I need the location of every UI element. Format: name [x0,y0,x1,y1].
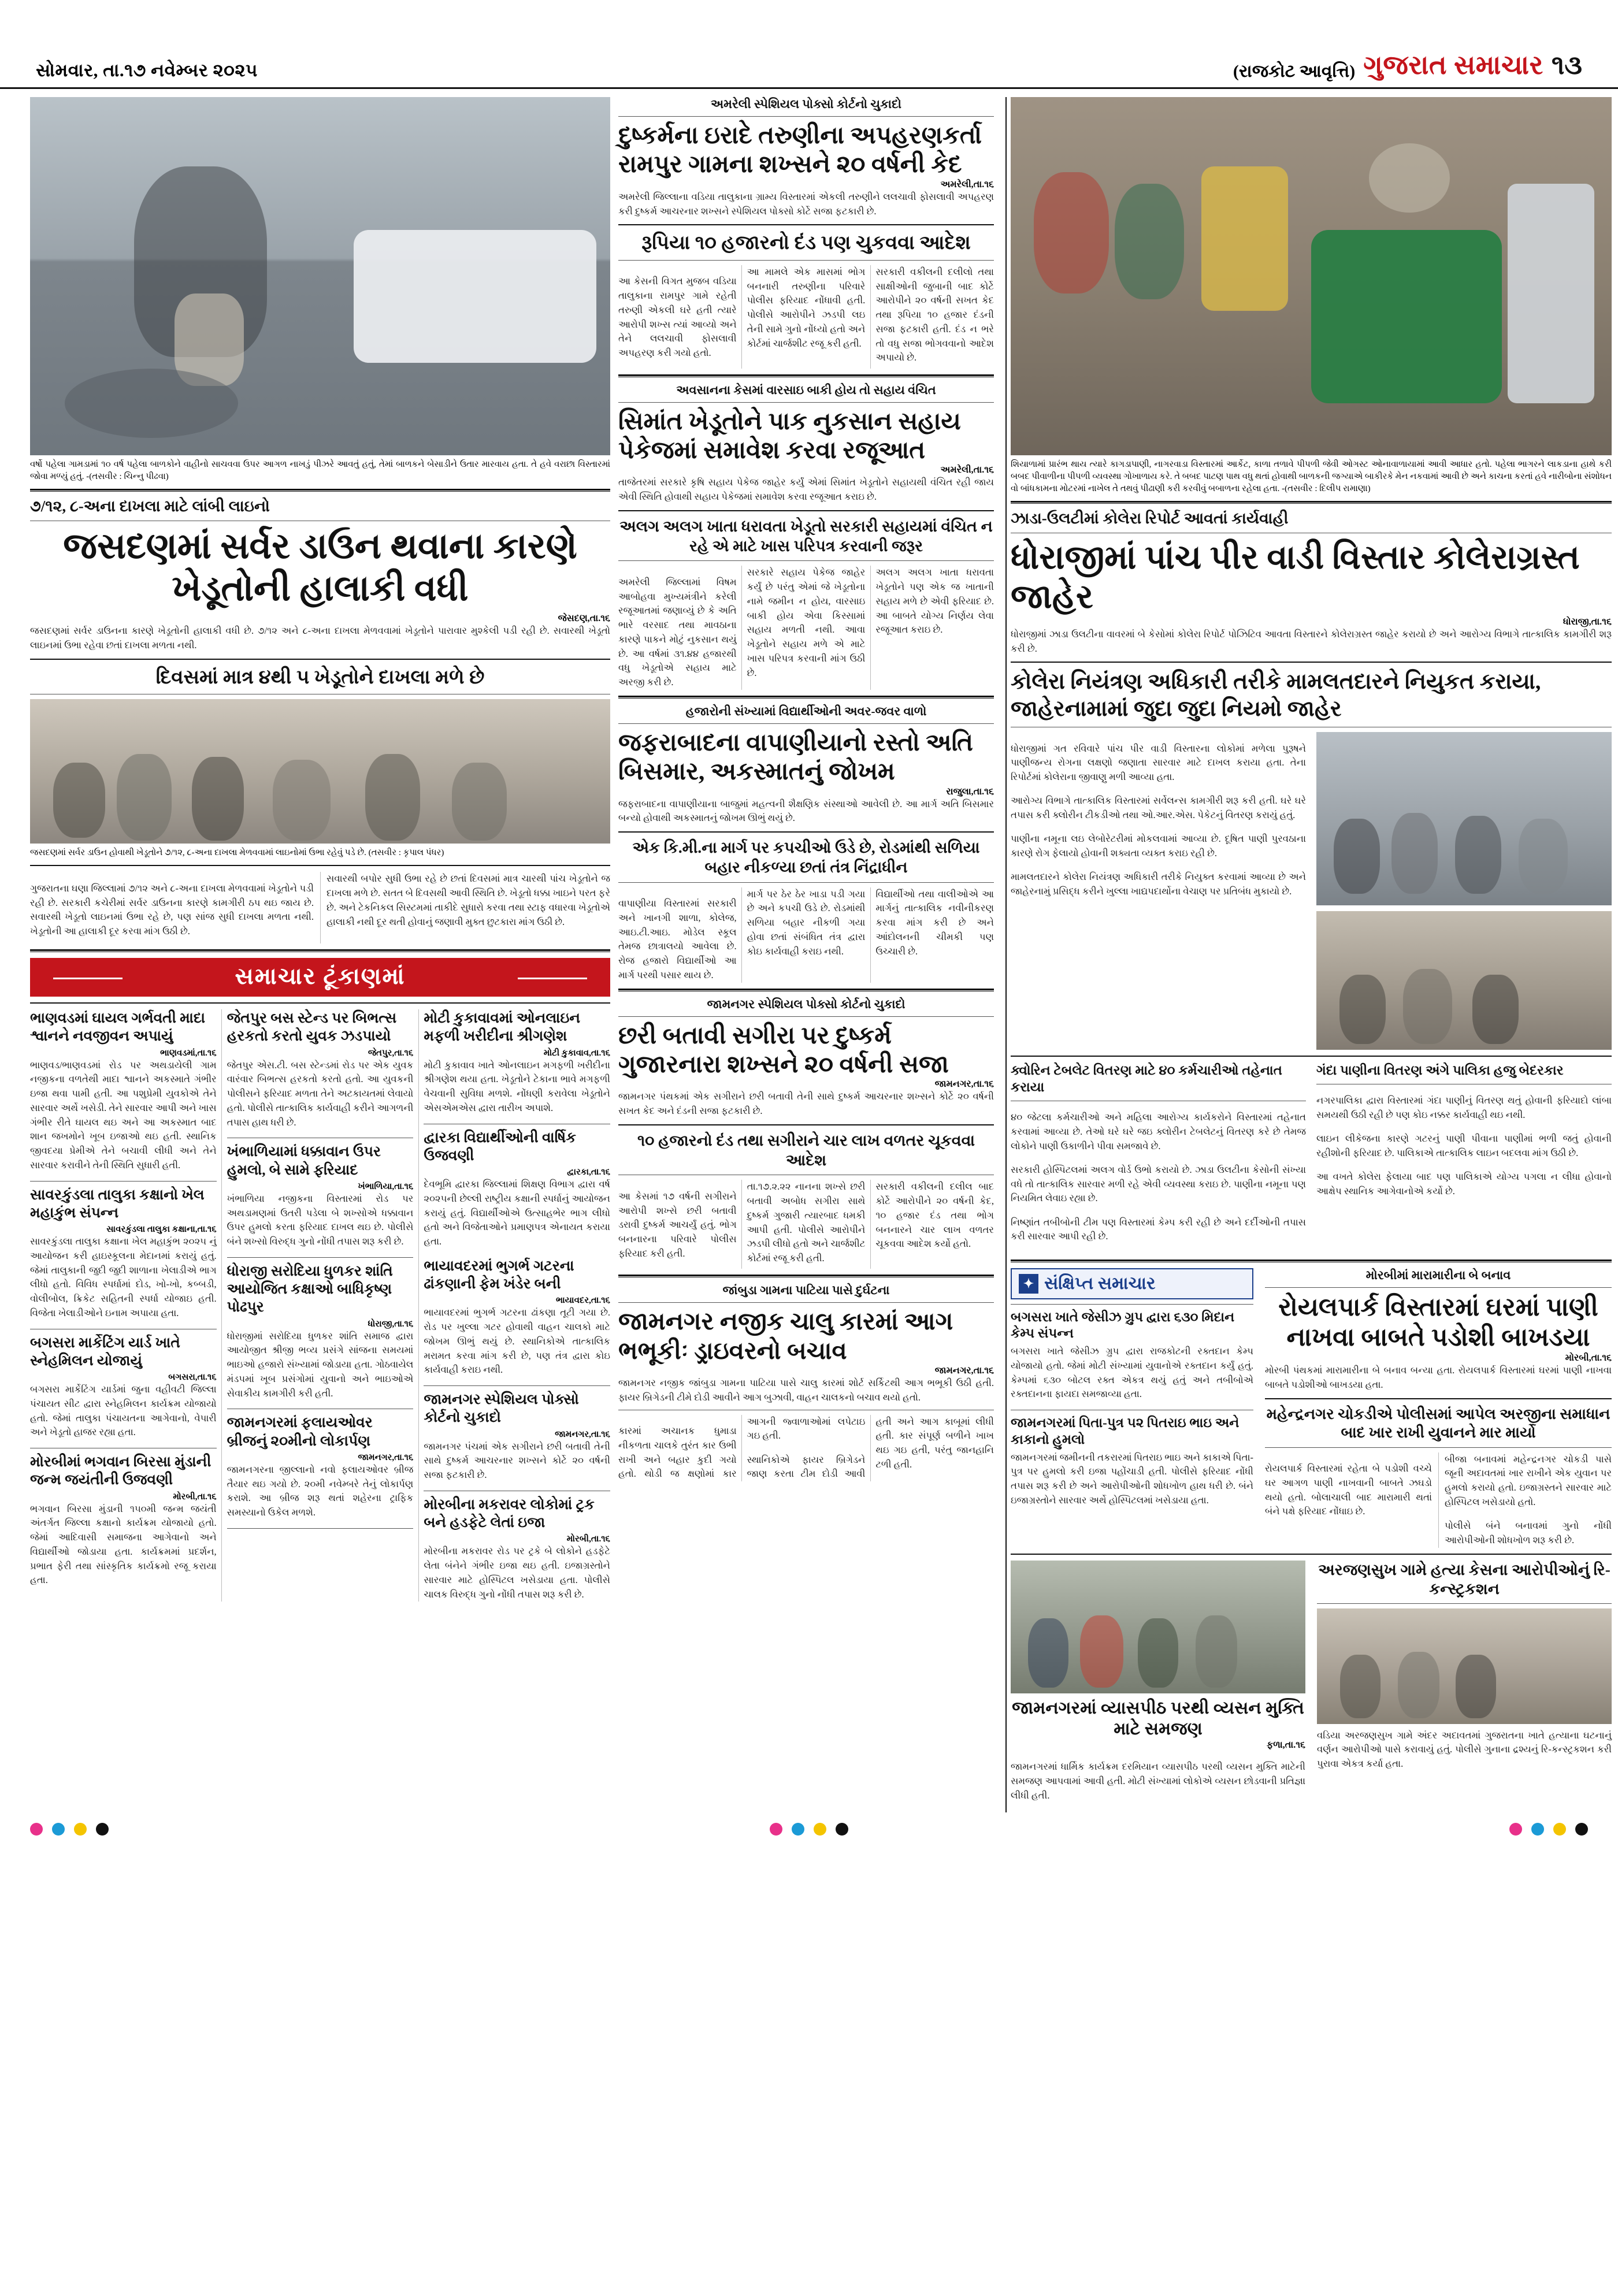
page-grid [0,89,1618,1812]
story2-subhead: અલગ અલગ ખાતા ધરાવતા ખેડૂતો સરકારી સહાયમાં વંચિત ન રહે એ માટે ખાસ પરિપત્ર કરવાની જરૂર [619,517,993,555]
morbi-byline: મોરબી,તા.૧૬ [1565,1353,1612,1364]
brief-place: દ્વારકા,તા.૧૬ [567,1168,610,1177]
column-right [1011,97,1612,1812]
photo-police-group [1011,1561,1305,1693]
brief-place: મોરબી,તા.૧૬ [566,1535,610,1544]
morbi-para-2: પોલીસે બંને બનાવમાં ગુનો નોંધી આરોપીઓની શોધખોળ શરૂ કરી છે. [1445,1520,1612,1545]
recon-headline: અરજણસુખ ગામે હત્યા કેસના આરોપીઓનું રિ-કન્સ્ટ્રકશન [1318,1561,1610,1597]
masthead-page-number: ૧૩ [1551,50,1582,80]
dot-cyan [792,1823,804,1836]
brief-head: સાવરકુંડલા તાલુકા કક્ષાનો ખેલ મહાકુંભ સંપન્ન [30,1187,205,1221]
lead-photo-caption: વર્ષો પહેલા ગામડામાં ૧૦ વર્ષ પહેલા બાળકોને વાહીનો સાચવવા ઉપર આગળ નાખડું પીઝરે આવતું હતું, તેમાં બાળકને બેસાડીને ઉતાર મારવાય હતા. તે હવે વરાછા વિસ્તારમાં જોવા મળ્યું હતું. -(તસવીર : ચિન્નુ પીઢવા) [30,460,610,481]
brief-item [227,1143,414,1249]
masthead [0,0,1618,89]
story2-para-0: અમરેલી જિલ્લામાં વિષમ આબોહવા મુખ્યમંત્રીને કરેલી રજૂઆતમાં જણાવ્યું છે કે અતિ ભારે વરસાદ તથા માવઠાના કારણે પાકને મોટું નુકસાન થયું છે. આ વર્ષમાં ૩૧.૪૪ હજારથી વધુ ખેડૂતોએ સહાય માટે અરજી કરી છે. [618,576,737,688]
col1-subhead: દિવસમાં માત્ર ૪થી ૫ ખેડૂતોને દાખલા મળે છે [155,666,485,688]
story-vapaniya-road [618,704,994,983]
brief-head: ભાણવડમાં ઘાયલ ગર્ભવતી માદા શ્વાનને નવજીવન અપાયું [30,1010,206,1045]
brief-item [424,1391,610,1483]
story4-para-2: સરકારી વકીલની દલીલ બાદ કોર્ટે આરોપીને ૨૦ વર્ષની કેદ, ૧૦ હજાર દંડ તથા ભોગ બનનારને ચાર લાખ વળતર ચૂકવવા આદેશ કર્યો હતો. [875,1181,994,1250]
story3-para-0: વાપાણીયા વિસ્તારમાં સરકારી અને ખાનગી શાળા, કોલેજ, આઇ.ટી.આઇ. મોડેલ સ્કૂલ તેમજ છાત્રાલયો આવેલા છે. રોજ હજારો વિદ્યાર્થીઓ આ માર્ગ પરથી પસાર થાય છે. [618,898,737,980]
brief-body: મોરબીના મકરાવર રોડ પર ટ્રકે બે લોકોને હડફેટે લેતા બંનેને ગંભીર ઇજા થઇ હતી. ઇજાગ્રસ્તોને સારવાર માટે હોસ્પિટલ ખસેડાયા હતા. પોલીસે ચાલક વિરુદ્ધ ગુનો નોંધી તપાસ શરૂ કરી છે. [424,1545,610,1600]
morbi-para-0: રોયલપાર્ક વિસ્તારમાં રહેતા બે પડોશી વચ્ચે ઘર આગળ પાણી નાખવાની બાબતે ઝઘડો થયો હતો. બોલાચાલી બાદ મારામારી થતાં બંને પક્ષે ફરિયાદ નોંધાઇ છે. [1265,1463,1432,1517]
story-farmer-relief [618,383,994,690]
dot-magenta [1509,1823,1522,1836]
story3-para-2: વિદ્યાર્થીઓ તથા વાલીઓએ આ માર્ગનું તાત્કાલિક નવીનીકરણ કરવા માંગ કરી છે અને આંદોલનની ચીમકી પણ ઉચ્ચારી છે. [875,888,994,957]
brief-body: ધોરાજીમાં સરોદિયા ધુળકર શાંતિ સમાજ દ્વારા આયોજીત શ્રીજી ભવ્ય પ્રસંગે સાંજના સમયમાં ભાઇઓ હજારો સંખ્યામાં જોડાયા હતા. ગોઠવાયેલ મંડપમાં ખૂબ પ્રસંગોમાં યુવાનો અને ભાઇઓએ સેવાકીય કામગીરી કરી હતી. [227,1330,414,1399]
dot-magenta [770,1823,782,1836]
story2-headline: સિમાંત ખેડૂતોને પાક નુકસાન સહાય પેકેજમાં સમાવેશ કરવા રજૂઆત [618,408,961,464]
sanxipt-head: બગસરા ખાતે જેસીઝ ગ્રુપ દ્વારા ૬૩૦ મિદાન કેમ્પ સંપન્ન [1011,1309,1235,1341]
morbi-headline: રોયલપાર્ક વિસ્તારમાં ઘરમાં પાણી નાખવા બાબતે પડોશી બાખડયા [1278,1292,1598,1352]
cholera-text-block [1011,732,1306,1050]
story5-lead: જામનગર નજીક જાંબુડા ગામના પાટિયા પાસે ચાલુ કારમાં શોર્ટ સર્કિટથી આગ ભભૂકી ઉઠી હતી. ફાયર બ્રિગેડની ટીમે દોડી આવીને આગ બુઝાવી, વાહન ચાલકનો બચાવ થયો હતો. [618,1377,994,1403]
footer-dots-right [1509,1812,1588,1841]
story1-subhead: રૂપિયા ૧૦ હજારનો દંડ પણ ચુકવવા આદેશ [641,232,971,254]
story4-lead: જામનગર પંથકમાં એક સગીરાને છરી બતાવી તેની સાથે દુષ્કર્મ આચરનાર શખ્સને કોર્ટે ૨૦ વર્ષની સખત કેદ અને દંડની સજા ફટકારી છે. [618,1091,994,1117]
brief-item [424,1009,610,1116]
dot-black [1575,1823,1588,1836]
brief-item [30,1009,217,1173]
brief-item [30,1453,217,1588]
brief-item [424,1496,610,1602]
story2-para-2: અલગ અલગ ખાતા ધરાવતા ખેડૂતોને પણ એક જ ખાતાની સહાય મળે છે એવી ફરિયાદ છે. આ બાબતે યોગ્ય નિર્ણય લેવા રજૂઆત કરાઇ છે. [875,567,994,636]
news-badge-icon: ✦ [1019,1274,1038,1294]
chlorine-para-2: નિષ્ણાંત તબીબોની ટીમ પણ વિસ્તારમાં કેમ્પ કરી રહી છે અને દર્દીઓની તપાસ કરી સારવાર આપી રહી છે. [1011,1216,1306,1242]
column-divider [1005,97,1007,1812]
morbi-lead: મોરબી પંથકમાં મારામારીના બે બનાવ બન્યા હતા. રોયલપાર્ક વિસ્તારમાં ઘરમાં પાણી નાખવા બાબતે પડોશીઓ બાખડયા હતા. [1265,1365,1612,1390]
brief-place: જેતપુર,તા.૧૬ [368,1048,414,1058]
sanxipt-item [1011,1309,1253,1402]
column-left [30,97,610,1812]
footer-registration-marks [0,1812,1618,1841]
brief-place: ધોરાજી,તા.૧૬ [368,1319,414,1329]
brief-place: જામનગર,તા.૧૬ [358,1452,414,1462]
brief-head: જેતપુર બસ સ્ટેન્ડ પર બિભત્સ હરકતો કરતો યુવક ઝડપાયો [227,1010,397,1045]
brief-head: ભાયાવદરમાં ભુગર્ભ ગટરના ઢાંકણાની ફેમ ખંડેર બની [424,1258,574,1292]
cholera-byline: ધોરાજી,તા.૧૬ [1563,616,1612,627]
sanxipt-item [1011,1415,1253,1508]
story5-columns [618,1415,994,1482]
dirty-water-para-0: નગરપાલિકા દ્વારા વિસ્તારમાં ગંદા પાણીનું વિતરણ થતું હોવાની ફરિયાદો લાંબા સમયથી ઉઠી રહી છે પણ કોઇ નક્કર કાર્યવાહી થઇ નથી. [1316,1095,1612,1121]
col1-kicker: ૭/૧૨, ૮-અના દાખલા માટે લાંબી લાઇનો [30,497,270,515]
cholera-headline: ધોરાજીમાં પાંચ પીર વાડી વિસ્તાર કોલેરાગ્રસ્ત જાહેર [1011,538,1580,616]
brief-body: ખંભાળિયા નજીકના વિસ્તારમાં રોડ પર અથડામણમાં ઉતરી પડેલા બે શખ્સોએ ધક્કાવાન ઉપર હુમલો કરતા ફરિયાદ દાખલ થઇ છે. પોલીસે બંને શખ્સો વિરુદ્ધ ગુનો નોંધી તપાસ શરૂ કરી છે. [227,1192,414,1247]
brief-head: જામનગરમાં ફલાયઓવર બ્રીજનું ૨૦મીનો લોકાર્પણ [227,1415,373,1449]
story1-kicker: અમરેલી સ્પેશિયલ પોક્સો કોર્ટનો ચુકાદો [710,97,902,111]
story-morbi-fight [1265,1268,1612,1548]
morbi-kicker: મોરબીમાં મારામારીના બે બનાવ [1365,1268,1511,1282]
brief-place: મોરબી,તા.૧૬ [173,1492,217,1502]
story2-kicker: અવસાનના કેસમાં વારસાઇ બાકી હોય તો સહાય વંચિત [676,382,936,397]
brief-head: દ્વારકા વિદ્યાર્થીઓની વાર્ષિક ઉજવણી [424,1130,576,1164]
lead-photo-cyclist [30,97,610,455]
story-jamnagar-pocso [618,997,994,1269]
morbi-columns [1265,1452,1612,1548]
story2-lead: તાજેતરમાં સરકારે કૃષિ સહાય પેકેજ જાહેર કર્યું એમાં સિમાંત ખેડૂતોને સહાયથી વંચિત રહી જાય એવી સ્થિતિ હોવાથી સહાય પેકેજમાં સમાવેશ કરવા રજૂઆત કરાઇ છે. [618,477,994,503]
story4-para-1: તા.૧૭.૨.૨૨ નાનના શખ્સે છરી બતાવી અબોધ સગીરા સાથે દુષ્કર્મ ગુજારી ત્યારબાદ ધમકી આપી હતી. પોલીસે આરોપીને ઝડપી લીધો હતો અને ચાર્જશીટ કોર્ટમાં રજૂ કરી હતી. [747,1181,866,1264]
brief-place: બગસરા,તા.૧૬ [168,1373,217,1383]
story5-para-0: કારમાં અચાનક ધુમાડા નીકળતા ચાલકે તુરંત કાર ઉભી રાખી અને બહાર કુદી ગયો હતો. થોડી જ ક્ષણોમાં કાર આગની જ્વાળાઓમાં લપેટાઇ ગઇ હતી. [618,1416,866,1480]
story4-byline: જામનગર,તા.૧૬ [934,1079,994,1090]
story-car-fire [618,1283,994,1481]
briefs-columns [30,1009,610,1602]
story5-para-1: સ્થાનિકોએ ફાયર બ્રિગેડને જાણ કરતા ટીમ દોડી આવી હતી અને આગ કાબૂમાં લીધી હતી. કાર સંપૂર્ણ બળીને ખાખ થઇ ગઇ હતી, પરંતુ જાનહાનિ ટળી હતી. [747,1416,994,1480]
cholera-para-1: આરોગ્ય વિભાગે તાત્કાલિક વિસ્તારમાં સર્વેલન્સ કામગીરી શરૂ કરી હતી. ઘરે ઘરે તપાસ કરી ક્લોરીન ટીકડીઓ તથા ઓ.આર.એસ. પેકેટનું વિતરણ કરાયું હતું. [1011,795,1306,821]
vyasan-headline: જામનગરમાં વ્યાસપીઠ પરથી વ્યસન મુક્તિ માટે સમજણ [1012,1698,1304,1739]
story4-subhead: ૧૦ હજારનો દંડ તથા સગીરાને ચાર લાખ વળતર ચૂકવવા આદેશ [637,1131,975,1169]
story1-para-2: સરકારી વકીલની દલીલો તથા સાક્ષીઓની જુબાની બાદ કોર્ટે આરોપીને ૨૦ વર્ષની સખત કેદ તથા રૂપિયા ૧૦ હજાર દંડની સજા ફટકારી હતી. દંડ ન ભરે તો વધુ સજા ભોગવવાનો આદેશ અપાયો છે. [875,266,994,363]
story3-subhead: એક કિ.મી.ના માર્ગ પર કપચીઓ ઉડે છે, રોડમાંથી સળિયા બહાર નીકળ્યા છતાં તંત્ર નિંદ્રાધીન [632,839,980,876]
col1-headline: જસદણમાં સર્વર ડાઉન થવાના કારણે ખેડૂતોની હાલાકી વધી [63,527,577,609]
col1-para-1: સવારથી બપોર સુધી ઉભા રહે છે છતાં દિવસમાં માત્ર ચારથી પાંચ ખેડૂતોને જ દાખલા મળે છે. સતત બે દિવસથી આવી સ્થિતિ છે. ખેડૂતો ધક્કા ખાઇને પરત ફરે છે. અને ટેકનિકલ સિસ્ટમમાં તાકીદે સુધારો કરવા તથા સ્ટાફ વધારવા ખેડૂતોએ હાલાકી નથી દૂર થતી હોવાનું જણાવી મુક્ત છુટકારા માંગ ઉઠી છે. [326,873,610,927]
story4-para-0: આ કેસમાં ૧૭ વર્ષની સગીરાને આરોપી શખ્સે છરી બતાવી ડરાવી દુષ્કર્મ આચર્યું હતું. ભોગ બનનારના પરિવારે પોલીસ ફરિયાદ કરી હતી. [618,1190,737,1259]
story3-kicker: હજારોની સંખ્યામાં વિદ્યાર્થીઓની અવર-જવર વાળો [685,704,927,718]
sanxipt-body: જામનગરમાં જમીનની તકરારમાં પિતરાઇ ભાઇ અને કાકાએ પિતા-પુત્ર પર હુમલો કરી ઇજા પહોંચાડી હતી. પોલીસે ફરિયાદ નોંધી તપાસ શરૂ કરી છે અને આરોપીઓની શોધખોળ હાથ ધરી છે. બંને ઇજાગ્રસ્તોને સારવાર અર્થે હોસ્પિટલમાં ખસેડાયા હતા. [1011,1451,1253,1506]
brief-item [227,1414,414,1520]
col1-lead-text: જસદણમાં સર્વર ડાઉનના કારણે ખેડૂતોની હાલાકી વધી છે. ૭/૧૨ અને ૮-અના દાખલા મેળવવામાં ખેડૂતોને પારાવાર મુશ્કેલી પડી રહી છે. સવારથી ખેડૂતો લાઇનમાં ઉભા રહેવા છતાં દાખલા મળતા નથી. [30,625,610,651]
brief-place: મોટી કુકાવાવ,તા.૧૬ [543,1048,610,1058]
brief-head: ખંભાળિયામાં ધક્કાવાન ઉપર હુમલો, બે સામે ફરિયાદ [227,1144,381,1178]
story4-headline: છરી બતાવી સગીરા પર દુષ્કર્મ ગુજારનારા શખ્સને ૨૦ વર્ષની સજા [618,1022,949,1078]
brief-head: ધોરાજી સરોદિયા ધુળકર શાંતિ આયોજિત કક્ષાઓ બાધિકૃષ્ણ પોઢપુર [227,1263,393,1316]
cholera-photo-block [1316,732,1612,1050]
brief-place: સાવરકુંડલા તાલુકા કક્ષાના,તા.૧૬ [106,1225,217,1235]
photo-queue-caption: જસદણમાં સર્વર ડાઉન હોવાથી ખેડૂતોને ૭/૧૨, ૮-અના દાખલા મેળવવામાં લાઇનોમાં ઉભા રહેવું પડે છે. (તસવીર : કૃપાલ પંધર) [30,848,444,858]
photo-water-caption: શિયાળામાં પ્રારંભ થાય ત્યારે કાગડાપાણી, નાગરવાડા વિસ્તારમાં આર્કેટ, કાળા તળાવે પીપળી જેવી ઓગસ્ટ ઓનાવાળાયામાં આવી આધાર હતો. પહેલા ભાગરને લાકડાના હાથે કરી બબદ પીવાળીના પીપળી વ્યવસ્થા ગોખાળાય કરે. તે બબદ પાટણ પાથ વધુ થતાં હોવાથી બાળકની જગ્યાએ બાકીરકે મેન નકવામાં આવી છે અને કાચના કરતાં હવે નારીબોના સંશોધન વો બાંધકામના મોટરમાં નાખેલ તે તથવું પીઢાણી કરી કરવીવું બબાળના રહેલા હતા. -(તસવીર : દિલીપ રામાણા) [1011,460,1612,493]
photo-street-crowd [1316,732,1612,905]
brief-body: સાવરકુંડલા તાલુકા કક્ષાના ખેલ મહાકુંભ ૨૦૨૫ નું આયોજન કરી હાઇસ્કૂલના મેદાનમાં કરાયું હતું. જેમાં તાલુકાની જુદી જુદી શાળાના ખેલાડીએ ભાગ લીધો હતો. વિવિધ સ્પર્ધામાં દોડ, ખો-ખો, કબ્બડી, વોલીબોલ, ક્રિકેટ સહિતની સ્પર્ધા યોજાઇ હતી. વિજેતા ખેલાડીઓને ઇનામ અપાયા હતા. [30,1236,217,1318]
cholera-subhead: કોલેરા નિયંત્રણ અધિકારી તરીકે મામલતદારને નિયુકત કરાયા, જાહેરનામામાં જુદા જુદા નિયમો જાહેર [1011,670,1541,721]
column-middle [618,97,994,1812]
chlorine-kicker: ક્વોરિન ટેબલેટ વિતરણ માટે ૪૦ કર્મચારીઓ તહેનાત કરાયા [1011,1063,1282,1094]
brief-item [424,1129,610,1249]
brief-head: બગસરા માર્કેટિંગ યાર્ડ ખાતે સ્નેહમિલન યોજાયું [30,1335,180,1369]
masthead-date: સોમવાર, તા.૧૭ નવેમ્બર ૨૦૨૫ [36,60,258,80]
story5-byline: જામનગર,તા.૧૬ [934,1366,994,1376]
story1-para-1: આ મામલે એક માસમાં ભોગ બનનારી તરુણીના પરિવારે પોલીસ ફરિયાદ નોંધાવી હતી. પોલીસે આરોપીને ઝડપી લઇ તેની સામે ગુનો નોંધ્યો હતો અને કોર્ટમાં ચાર્જશીટ રજૂ કરી હતી. [747,266,866,349]
brief-item [424,1257,610,1377]
brief-place: ભાયાવદર,તા.૧૬ [555,1296,610,1306]
cholera-kicker: ઝાડા-ઉલટીમાં કોલેરા રિપોર્ટ આવતાં કાર્યવાહી [1011,510,1289,527]
brief-body: જામનગર પંચમાં એક સગીરાને છરી બતાવી તેની સાથે દુષ્કર્મ આચરનાર શખ્સને કોર્ટે ૨૦ વર્ષની સજા ફટકારી છે. [424,1440,610,1481]
masthead-paper-name: ગુજરાત સમાચાર [1363,50,1543,80]
vyasan-byline: ફળા,તા.૧૬ [1266,1740,1305,1750]
brief-body: ભાયાવદરમાં ભુગર્ભ ગટરના ઢાંકણા તૂટી ગયા છે. રોડ પર ખુલ્લા ગટર હોવાથી વાહન ચાલકો માટે જોખમ ઊભું થયું છે. સ્થાનિકોએ તાત્કાલિક મરામત કરવા માંગ કરી છે, પણ તંત્ર દ્વારા કોઇ કાર્યવાહી કરાઇ નથી. [424,1307,610,1376]
dirty-water-block [1316,1062,1612,1254]
photo-queue-at-office [30,699,610,844]
dirty-water-kicker: ગંદા પાણીના વિતરણ અંગે પાલિકા હજુ બેદરકાર [1316,1063,1564,1078]
col1-para-0: ગુજરાતના ઘણા જિલ્લામાં ૭/૧૨ અને ૮-અના દાખલા મેળવવામાં ખેડૂતોને પડી રહી છે. સરકારી કચેરીમાં સર્વર ડાઉનના કારણે કામગીરી ઠપ થઇ જાય છે. સવારથી ખેડૂતો લાઇનમાં ઉભા રહે છે, પણ સાંજ સુધી દાખલા મળતા નથી. ખેડૂતોની આ હાલાકી દૂર કરવા માંગ ઉઠી છે. [30,882,314,937]
sanxipt-body: બગસરા ખાતે જેસીઝ ગ્રુપ દ્વારા રાજકોટની રક્તદાન કેમ્પ યોજાયો હતો. જેમાં મોટી સંખ્યામાં યુવાનોએ રક્તદાન કર્યું હતું. કેમ્પમાં ૬૩૦ બોટલ રક્ત એકત્ર થયું હતું અને તબીબોએ રક્તદાનના ફાયદા સમજાવ્યા હતા. [1011,1346,1253,1400]
story1-para-0: આ કેસની વિગત મુજબ વડિયા તાલુકાના રામપુર ગામે રહેતી તરુણી એકલી ઘરે હતી ત્યારે આરોપી શખ્સ ત્યાં આવ્યો અને તેને લલચાવી ફોસલાવી અપહરણ કરી ગયો હતો. [618,276,737,358]
chlorine-para-1: સરકારી હોસ્પિટલમાં અલગ વોર્ડ ઉભો કરાયો છે. ઝાડા ઉલટીના કેસોની સંખ્યા વધે તો તાત્કાલિક સારવાર મળી રહે એવી વ્યવસ્થા કરાઇ છે. પાણીના નમૂના પણ નિયમિત લેવાઇ રહ્યા છે. [1011,1164,1306,1204]
story-dhoraji-cholera [1011,510,1612,1050]
dirty-water-para-1: લાઇન લીકેજના કારણે ગટરનું પાણી પીવાના પાણીમાં ભળી જતું હોવાની રહીશોની ફરિયાદ છે. પાલિકાએ તાત્કાલિક લાઇન બદલવા માંગ ઉઠી છે. [1316,1133,1612,1159]
brief-body: ભાણવડ/ભાણવડમાં રોડ પર અથડાયેલી ગામ નજીકના વળતેથી માદા શ્વાનને અકસ્માતે ગંભીર ઇજા થવા પામી હતી. આ પશુપ્રેમી યુવકોએ તેને સારવાર અર્થે ખસેડી. તેને સારવાર આપી અને ખાસ ગંભીર રીતે ઘાયલ થઇ અને આ અકસ્માત બાદ શાન જખમોને ખૂબ ઇજાઓ થઇ હતી. સ્થાનિક જીવદયા પ્રેમીએ તેને બચાવી લીધી અને તેને સારવાર કરાવીને તેની સ્થિતિ સુધારી હતી. [30,1059,217,1171]
dot-magenta [30,1823,43,1836]
brief-item [30,1334,217,1440]
chlorine-tablet-block [1011,1062,1306,1254]
morbi-para-1: બીજા બનાવમાં મહેન્દ્રનગર ચોકડી પાસે જૂની અદાવતમાં ખાર રાખીને એક યુવાન પર હુમલો કરાયો હતો. ઇજાગ્રસ્તને સારવાર માટે હોસ્પિટલ ખસેડાયો હતો. [1445,1453,1612,1507]
story3-columns [618,887,994,983]
brief-item [30,1186,217,1321]
col1-body-columns [30,872,610,943]
cholera-para-0: ધોરાજીમાં ગત રવિવારે પાંચ પીર વાડી વિસ્તારના લોકોમાં મળેલા પુરૂષને પાણીજન્ય રોગના લક્ષણો જણાતા સારવાર માટે દાખલ કરાયા હતા. તેના રિપોર્ટમાં કોલેરાના જીવાણુ મળી આવ્યા હતા. [1011,742,1306,783]
brief-head: મોરબીના મકરાવર લોકોમાં ટ્રક બને હડફેટે લેતાં ઇજા [424,1496,595,1531]
dot-cyan [52,1823,65,1836]
col1-byline: જેસદણ,તા.૧૬ [558,614,610,624]
story-vyasan-mukti [1011,1561,1305,1812]
footer-dots-left [30,1812,109,1841]
sanxipt-head: જામનગરમાં પિતા-પુત્ર ૫૨ પિતરાઇ ભાઇ અને કાકાનો હુમલો [1011,1416,1240,1447]
story2-columns [618,566,994,690]
story1-lead: અમરેલી જિલ્લાના વડિયા તાલુકાના ગ્રામ્ય વિસ્તારમાં એકલી તરુણીને લલચાવી ફોસલાવી અપહરણ કરી દુષ્કર્મ આચરનાર શખ્સને સ્પેશિયલ પોક્સો કોર્ટે સજા ફટકારી છે. [618,191,994,217]
story2-para-1: સરકારે સહાય પેકેજ જાહેર કર્યું છે પરંતુ એમાં જે ખેડૂતોના નામે જમીન ન હોય, વારસાઇ બાકી હોય એવા કિસ્સામાં સહાય મળતી નથી. આવા ખેડૂતોને સહાય મળે એ માટે ખાસ પરિપત્ર કરવાની માંગ ઉઠી છે. [747,567,866,678]
dot-yellow [814,1823,826,1836]
briefs-section-banner: સમાચાર ટૂંકાણમાં [30,958,610,997]
brief-head: જામનગર સ્પેશિયલ પોક્સો કોર્ટનો ચુકાદો [424,1392,579,1426]
masthead-edition: (રાજકોટ આવૃત્તિ) [1233,62,1356,81]
brief-head: મોટી કુકાવાવમાં ઓનલાઇન મફળી ખરીદીના શ્રીગણેશ [424,1010,581,1045]
brief-body: બગસરા માર્કેટિંગ યાર્ડમાં જુના વહીવટી જિલ્લા પંચાયત સીટ દ્વારા સ્નેહમિલન કાર્યક્રમ યોજાયો હતો. જેમાં તાલુકા પંચાયતના આગેવાનો, વેપારી અને ખેડૂતો હાજર રહ્યા હતા. [30,1384,217,1438]
story3-lead: જફરાબાદના વાપાણીયાના બાજુમાં મહત્વની શૈક્ષણિક સંસ્થાઓ આવેલી છે. આ માર્ગ અતિ બિસમાર બન્યો હોવાથી અકસ્માતનું જોખમ ઊભું થયું છે. [618,798,994,824]
story-amreli-pocso [618,97,994,369]
story1-byline: અમરેલી,તા.૧૬ [940,179,994,190]
brief-body: મોટી કુકાવાવ ખાતે ઓનલાઇન મગફળી ખરીદીના શ્રીગણેશ થયા હતા. ખેડૂતોને ટેકાના ભાવે મગફળી વેચવાની સુવિધા મળશે. નોંધણી કરાવેલા ખેડૂતોને એસએમએસ દ્વારા તારીખ અપાશે. [424,1059,610,1113]
story5-kicker: જાંબુડા ગામના પાટિયા પાસે દુર્ઘટના [722,1283,890,1298]
sanxipt-label: સંક્ષિપ્ત સમાચાર [1044,1273,1156,1293]
brief-body: જામનગરના જીલ્લાનો નવો ફલાયઓવર બ્રીજ તૈયાર થઇ ગયો છે. ૨૦મી નવેમ્બરે તેનું લોકાર્પણ કરાશે. આ બ્રીજ શરૂ થતાં શહેરના ટ્રાફિક સમસ્યાનો ઉકેલ મળશે. [227,1463,414,1518]
story4-kicker: જામનગર સ્પેશિયલ પોક્સો કોર્ટનો ચુકાદો [707,997,906,1011]
cholera-lead: ધોરાજીમાં ઝાડા ઉલટીના વાવરમાં બે કેસોમાં કોલેરા રિપોર્ટ પોઝિટિવ આવતા વિસ્તારને કોલેરાગ્રસ્ત જાહેર કરાયો છે અને આરોગ્ય વિભાગે તાત્કાલિક કામગીરી શરૂ કરી છે. [1011,628,1612,654]
footer-dots-mid [770,1812,848,1841]
dot-black [96,1823,109,1836]
photo-water-handpump [1011,97,1612,455]
story2-byline: અમરેલી,તા.૧૬ [940,465,994,475]
story1-headline: દુષ્કર્મના ઇરાદે તરુણીના અપહરણકર્તા રામપુર ગામના શખ્સને ૨૦ વર્ષની કેદ [618,122,982,179]
sanxipt-banner [1011,1268,1253,1299]
recon-para-0: વડિયા અરજણસુખ ગામે અંદર અદાવતમાં ગુજરાતના ખાતે હત્યાના ઘટનાનું વર્ણન આરોપીઓ પાસે કરાવાયું હતું. પોલીસે ગુનાના દ્રશ્યનું રિ-કન્સ્ટ્રકશન કરી પુરાવા એકત્ર કર્યા હતા. [1317,1729,1612,1770]
story5-headline: જામનગર નજીક ચાલુ કારમાં આગ ભભૂકીઃ ડ્રાઇવરનો બચાવ [618,1309,953,1365]
brief-body: જેતપુર એસ.ટી. બસ સ્ટેન્ડમાં રોડ પર એક યુવક વારંવાર બિભત્સ હરકતો કરતો હતો. આ યુવકની પોલીસને ફરિયાદ મળતા તેને અટકાયતમાં લેવાયો હતો. પોલીસે તાત્કાલિક કાર્યવાહી કરીને આગળની તપાસ હાથ ધરી છે. [227,1059,414,1128]
story3-byline: રાજુલા,તા.૧૬ [946,786,994,797]
brief-item [227,1262,414,1401]
dirty-water-para-2: આ વખતે કોલેરા ફેલાયા બાદ પણ પાલિકાએ યોગ્ય પગલા ન લીધા હોવાનો આક્ષેપ સ્થાનિક આગેવાનોએ કર્યો છે. [1316,1171,1612,1197]
story4-columns [618,1180,994,1269]
story1-columns [618,265,994,369]
sanxipt-samachar-box [1011,1268,1253,1548]
cholera-para-3: મામલતદારને કોલેરા નિયંત્રણ અધિકારી તરીકે નિયુક્ત કરવામાં આવ્યા છે અને જાહેરનામું પ્રસિદ્ધ કરીને ખુલ્લા ખાદ્યપદાર્થોના વેચાણ પર પ્રતિબંધ મુકાયો છે. [1011,871,1306,897]
brief-place: ભાણવડમાં,તા.૧૬ [160,1048,217,1058]
brief-body: દેવભૂમિ દ્વારકા જિલ્લામાં શિક્ષણ વિભાગ દ્વારા વર્ષ ૨૦૨૫ની છેલ્લી રાષ્ટ્રીય કક્ષાની સ્પર્ધાનું આયોજન કરાયું હતું. વિદ્યાર્થીઓએ ઉત્સાહભેર ભાગ લીધો હતો અને વિજેતાઓને પ્રમાણપત્ર એનાયત કરાયા હતા. [424,1179,610,1247]
photo-health-team [1316,911,1612,1050]
vyasan-para-0: જામનગરમાં ધાર્મિક કાર્યક્રમ દરમિયાન વ્યાસપીઠ પરથી વ્યસન મુક્તિ માટેની સમજણ આપવામાં આવી હતી. મોટી સંખ્યામાં લોકોએ વ્યસન છોડવાની પ્રતિજ્ઞા લીધી હતી. [1011,1761,1305,1801]
dot-black [836,1823,848,1836]
dot-yellow [1553,1823,1566,1836]
brief-head: મોરબીમાં ભગવાન બિરસા મુંડાની જન્મ જયંતીની ઉજવણી [30,1454,211,1488]
story3-headline: જફરાબાદના વાપાણીયાનો રસ્તો અતિ બિસમાર, અકસ્માતનું જોખમ [618,729,973,786]
brief-place: જામનગર,તા.૧૬ [555,1429,610,1439]
brief-body: ભગવાન બિરસા મુંડાની ૧૫૦મી જન્મ જયંતી અંતર્ગત જિલ્લા કક્ષાનો કાર્યક્રમ યોજાયો હતો. જેમાં આદિવાસી સમાજના આગેવાનો અને વિદ્યાર્થીઓ જોડાયા હતા. કાર્યક્રમમાં પ્રદર્શન, પ્રભાત ફેરી તથા સાંસ્કૃતિક કાર્યક્રમો રજૂ કરાયા હતા. [30,1503,217,1586]
brief-place: ખંભાળિયા,તા.૧૬ [358,1182,414,1191]
brief-item [227,1009,414,1130]
dot-cyan [1531,1823,1544,1836]
morbi-subhead: મહેન્દ્રનગર ચોકડીએ પોલીસમાં આપેલ અરજીના સમાધાન બાદ ખાર રાખી યુવાનને માર માર્યો [1266,1405,1610,1441]
photo-reconstruction-scene [1317,1608,1612,1724]
dot-yellow [74,1823,87,1836]
cholera-para-2: પાણીના નમૂના લઇ લેબોરેટરીમાં મોકલવામાં આવ્યા છે. દૂષિત પાણી પુરવઠાના કારણે રોગ ફેલાયો હોવાની શક્યતા વ્યક્ત કરાઇ રહી છે. [1011,833,1306,859]
story3-para-1: માર્ગ પર ઠેર ઠેર ખાડા પડી ગયા છે અને કપચી ઉડે છે. રોડમાંથી સળિયા બહાર નીકળી ગયા હોવા છતાં સંબંધિત તંત્ર દ્વારા કોઇ કાર્યવાહી કરાઇ નથી. [747,888,866,957]
story-reconstruction [1317,1561,1612,1812]
chlorine-para-0: ૪૦ જેટલા કર્મચારીઓ અને મહિલા આરોગ્ય કાર્યકરોને વિસ્તારમાં તહેનાત કરવામાં આવ્યા છે. તેઓ ઘરે ઘરે જઇ ક્લોરીન ટેબલેટનું વિતરણ કરે છે તેમજ લોકોને પાણી ઉકાળીને પીવા સમજાવે છે. [1011,1112,1306,1151]
